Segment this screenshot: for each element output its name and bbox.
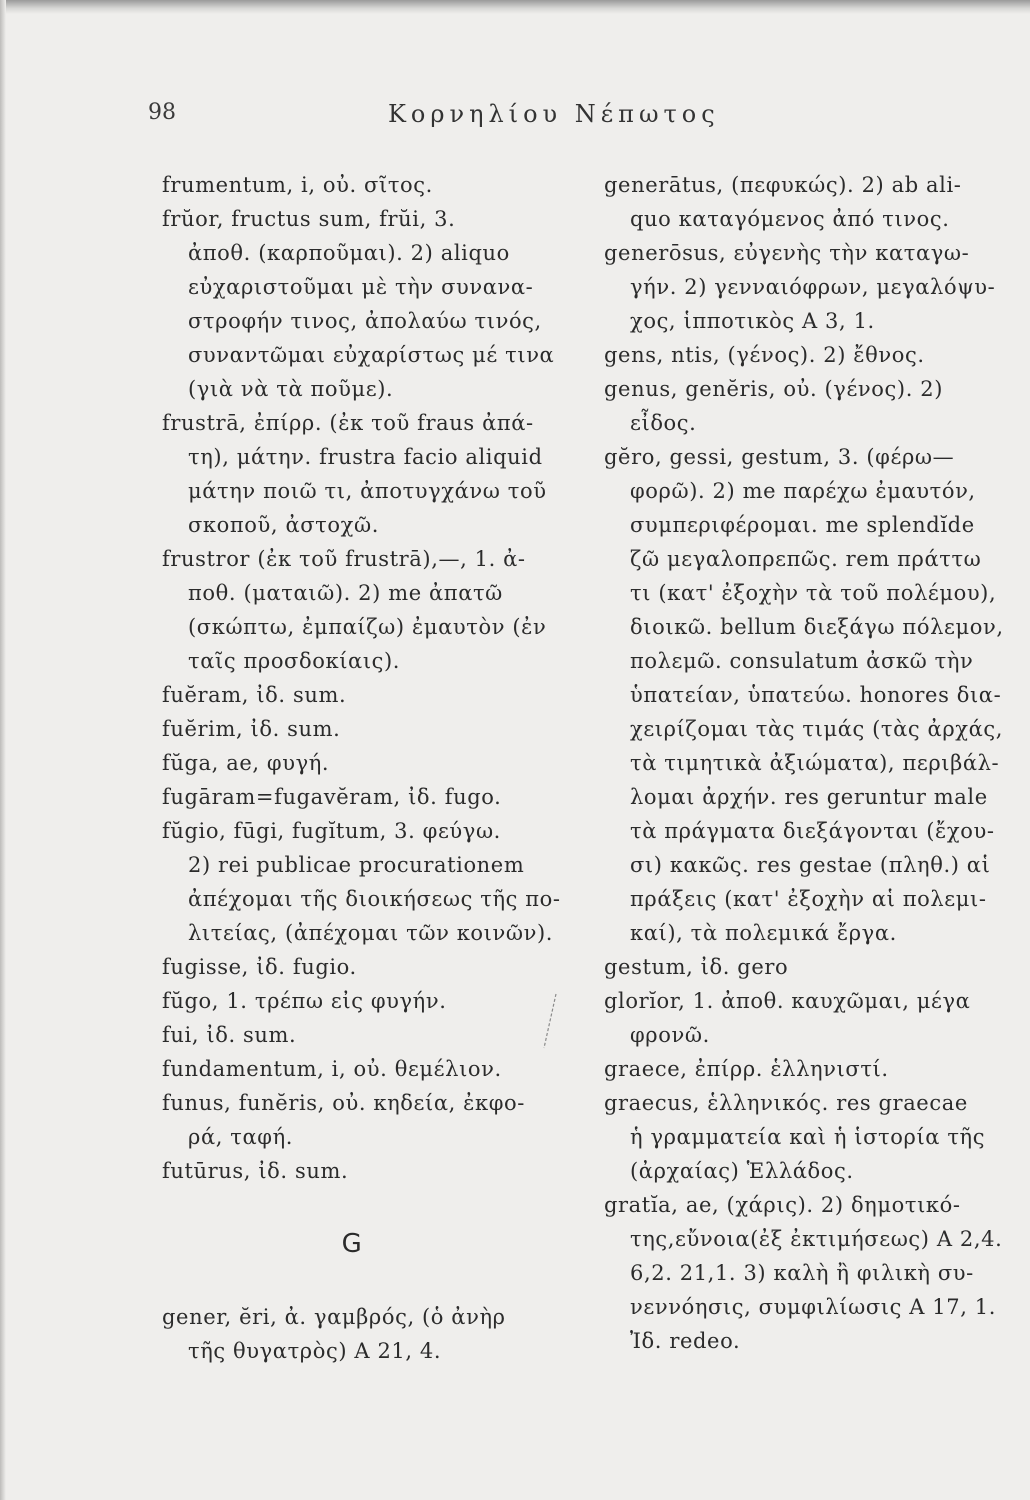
- entry-line: gens, ntis, (γένος). 2) ἔθνος.: [604, 343, 925, 367]
- entry-line: ἡ γραμματεία καὶ ἡ ἱστορία τῆς: [630, 1125, 986, 1149]
- entry-line: graece, ἐπίρρ. ἑλληνιστί.: [604, 1057, 889, 1081]
- entry-line: στροφήν τινος, ἀπολαύω τινός,: [188, 309, 542, 333]
- entry-line: τῆς θυγατρὸς) A 21, 4.: [188, 1339, 442, 1363]
- entry-line: graecus, ἑλληνικός. res graecae: [604, 1091, 968, 1115]
- entry-line: πράξεις (κατ' ἐξοχὴν αἱ πολεμι-: [630, 887, 987, 911]
- entry-line: glorĭor, 1. ἀποθ. καυχῶμαι, μέγα: [604, 989, 971, 1013]
- entry-line: μάτην ποιῶ τι, ἀποτυγχάνω τοῦ: [188, 479, 547, 503]
- entry-line: σι) κακῶς. res gestae (πληθ.) αἱ: [630, 853, 991, 877]
- entry-line: λιτείας, (ἀπέχομαι τῶν κοινῶν).: [188, 921, 554, 945]
- entry-line: (ἀρχαίας) Ἑλλάδος.: [630, 1159, 854, 1183]
- entry-line: frŭor, fructus sum, frŭi, 3.: [162, 207, 456, 231]
- entry-line: ἀποθ. (καρποῦμαι). 2) aliquo: [188, 241, 510, 265]
- entry-line: fugāram=fugavĕram, ἰδ. fugo.: [162, 785, 502, 809]
- entry-line: quo καταγόμενος ἀπό τινος.: [630, 207, 950, 231]
- pencil-mark-icon: [536, 992, 560, 1052]
- entry-line: fŭgo, 1. τρέπω εἰς φυγήν.: [162, 989, 447, 1013]
- entry-line: διοικῶ. bellum διεξάγω πόλεμον,: [630, 615, 1004, 639]
- entry-line: Ἰδ. redeo.: [630, 1329, 741, 1353]
- entry-line: τὰ πράγματα διεξάγονται (ἔχου-: [630, 819, 995, 843]
- entry-line: τη), μάτην. frustra facio aliquid: [188, 445, 543, 469]
- entry-line: frustrā, ἐπίρρ. (ἐκ τοῦ fraus ἀπά-: [162, 411, 534, 435]
- entry-line: συναντῶμαι εὐχαρίστως μέ τινα: [188, 343, 555, 367]
- entry-line: 6,2. 21,1. 3) καλὴ ἢ φιλικὴ συ-: [630, 1261, 974, 1285]
- entry-line: futūrus, ἰδ. sum.: [162, 1159, 349, 1183]
- left-column: [162, 168, 582, 1368]
- entry-line: fuĕrim, ἰδ. sum.: [162, 717, 341, 741]
- running-title: Κορνηλίου Νέπωτος: [388, 100, 720, 128]
- entry-line: εἶδος.: [630, 411, 697, 435]
- entry-line: ζῶ μεγαλοπρεπῶς. rem πράττω: [630, 547, 982, 571]
- entry-line: fui, ἰδ. sum.: [162, 1023, 297, 1047]
- entry-line: ταῖς προσδοκίαις).: [188, 649, 401, 673]
- scan-left-edge: [0, 0, 6, 1500]
- entry-line: καί), τὰ πολεμικά ἔργα.: [630, 921, 897, 945]
- entry-line: frustror (ἐκ τοῦ frustrā),—, 1. ἀ-: [162, 547, 526, 571]
- entry-line: fugisse, ἰδ. fugio.: [162, 955, 357, 979]
- entry-line: ὑπατείαν, ὑπατεύω. honores δια-: [630, 683, 1002, 707]
- entry-line: fuĕram, ἰδ. sum.: [162, 683, 347, 707]
- entry-line: (σκώπτω, ἐμπαίζω) ἐμαυτὸν (ἐν: [188, 615, 547, 639]
- entry-line: φρονῶ.: [630, 1023, 710, 1047]
- entry-line: εὐχαριστοῦμαι μὲ τὴν συνανα-: [188, 275, 534, 299]
- scan-top-edge: [0, 0, 1030, 14]
- entry-line: fundamentum, i, οὐ. θεμέλιον.: [162, 1057, 502, 1081]
- entry-line: 2) rei publicae procurationem: [188, 853, 525, 877]
- entry-line: φορῶ). 2) me παρέχω ἐμαυτόν,: [630, 479, 976, 503]
- entry-line: generōsus, εὐγενὴς τὴν καταγω-: [604, 241, 970, 265]
- entry-line: συμπεριφέρομαι. me splendĭde: [630, 513, 975, 537]
- entry-line: (γιὰ νὰ τὰ ποῦμε).: [188, 377, 394, 401]
- entry-line: fŭga, ae, φυγή.: [162, 751, 330, 775]
- entry-line: generātus, (πεφυκώς). 2) ab ali-: [604, 173, 962, 197]
- entry-line: λομαι ἀρχήν. res geruntur male: [630, 785, 988, 809]
- entry-line: σκοποῦ, ἀστοχῶ.: [188, 513, 379, 537]
- page-number: 98: [148, 100, 176, 125]
- section-letter: G: [341, 1229, 363, 1259]
- entry-line: fŭgio, fūgi, fugĭtum, 3. φεύγω.: [162, 819, 501, 843]
- entry-line: της,εὔνοια(ἐξ ἐκτιμήσεως) A 2,4.: [630, 1227, 1003, 1251]
- entry-line: χειρίζομαι τὰς τιμάς (τὰς ἀρχάς,: [630, 717, 1004, 741]
- entry-line: gĕro, gessi, gestum, 3. (φέρω—: [604, 445, 955, 469]
- entry-line: genus, genĕris, οὐ. (γένος). 2): [604, 377, 944, 401]
- entry-line: ρά, ταφή.: [188, 1125, 294, 1149]
- entry-line: ἀπέχομαι τῆς διοικήσεως τῆς πο-: [188, 887, 561, 911]
- entry-line: funus, funĕris, οὐ. κηδεία, ἐκφο-: [162, 1091, 525, 1115]
- entry-line: γήν. 2) γενναιόφρων, μεγαλόψυ-: [630, 275, 996, 299]
- page-header: [148, 100, 928, 140]
- entry-line: frumentum, i, οὐ. σῖτος.: [162, 173, 433, 197]
- entry-line: ποθ. (ματαιῶ). 2) me ἀπατῶ: [188, 581, 503, 605]
- section-gap: [162, 1188, 582, 1212]
- entry-line: gestum, ἰδ. gero: [604, 955, 789, 979]
- entry-line: χος, ἱπποτικὸς A 3, 1.: [630, 309, 875, 333]
- entry-line: gratĭa, ae, (χάρις). 2) δημοτικό-: [604, 1193, 961, 1217]
- entry-line: πολεμῶ. consulatum ἀσκῶ τὴν: [630, 649, 974, 673]
- entry-line: gener, ĕri, ἀ. γαμβρός, (ὁ ἀνὴρ: [162, 1305, 506, 1329]
- right-column: [604, 168, 1004, 1358]
- entry-line: τι (κατ' ἐξοχὴν τὰ τοῦ πολέμου),: [630, 581, 997, 605]
- entry-line: νεννόησις, συμφιλίωσις A 17, 1.: [630, 1295, 996, 1319]
- section-gap: [162, 1276, 582, 1300]
- entry-line: τὰ τιμητικὰ ἀξιώματα), περιβάλ-: [630, 751, 1000, 775]
